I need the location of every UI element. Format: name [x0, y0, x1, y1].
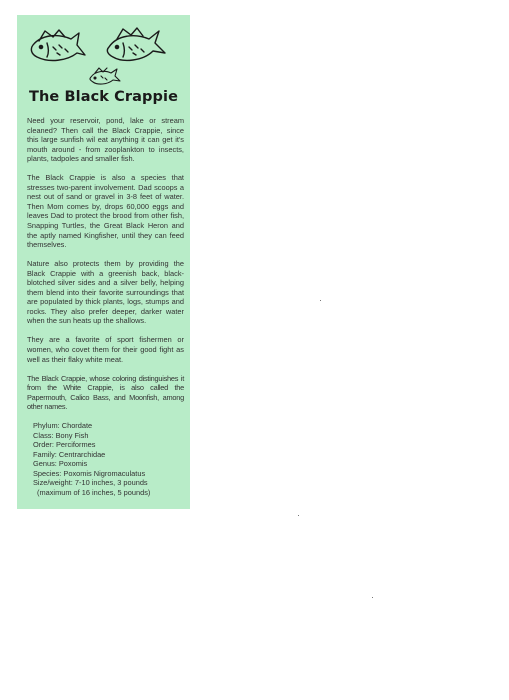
fish-icon [31, 30, 85, 60]
paragraph: Nature also protects them by providing the Black Crappie with a greenish back, black-blotched silver sides and a silver belly, helping them blend into their favorite surroundings that are populated by thick plants, logs, stumps and rocks. They also prefer deeper, darker water when the sun heats up the shallows. [27, 259, 184, 326]
list-item: Phylum: Chordate [33, 421, 93, 431]
list-item: (maximum of 16 inches, 5 pounds) [37, 487, 151, 497]
small-fish-icon [90, 68, 120, 84]
list-item: Genus: Poxomis [33, 459, 88, 469]
paragraph: Need your reservoir, pond, lake or stream cleaned? Then call the Black Crappie, since this large sunfish wil eat anything it can get it's mouth around - from zooplankton to insects, plants, tadpoles and smaller fish. [27, 116, 184, 164]
info-card [17, 15, 190, 509]
article-body [27, 116, 184, 497]
list-item: Species: Poxomis Nigromaculatus [33, 468, 146, 478]
list-item: Size/weight: 7-10 inches, 3 pounds [33, 478, 148, 488]
taxonomy-list [27, 421, 184, 497]
fish-illustration [27, 23, 187, 93]
paragraph: They are a favorite of sport fishermen or women, who covet them for their good fight as well as their flaky white meat. [27, 335, 184, 364]
speck [372, 597, 373, 598]
list-item: Family: Centrarchidae [33, 449, 106, 459]
paragraph: The Black Crappie is also a species that stresses two-parent involvement. Dad scoops a nest out of sand or gravel in 3-8 feet of water. Then Mom comes by, drops 60,000 eggs and leaves Dad to protect the brood from other fish, Snapping Turtles, the Great Black Heron and the aptly named Kingfisher, until they can feed themselves. [27, 173, 184, 250]
list-item: Order: Perciformes [33, 440, 96, 450]
paragraph: The Black Crappie, whose coloring distinguishes it from the White Crappie, is also called the Papermouth, Calico Bass, and Moonfish, among other names. [27, 373, 184, 412]
page-title: The Black Crappie [28, 89, 179, 105]
speck [298, 515, 299, 516]
list-item: Class: Bony Fish [33, 430, 89, 440]
speck [320, 300, 321, 301]
fish-icon [107, 28, 165, 60]
